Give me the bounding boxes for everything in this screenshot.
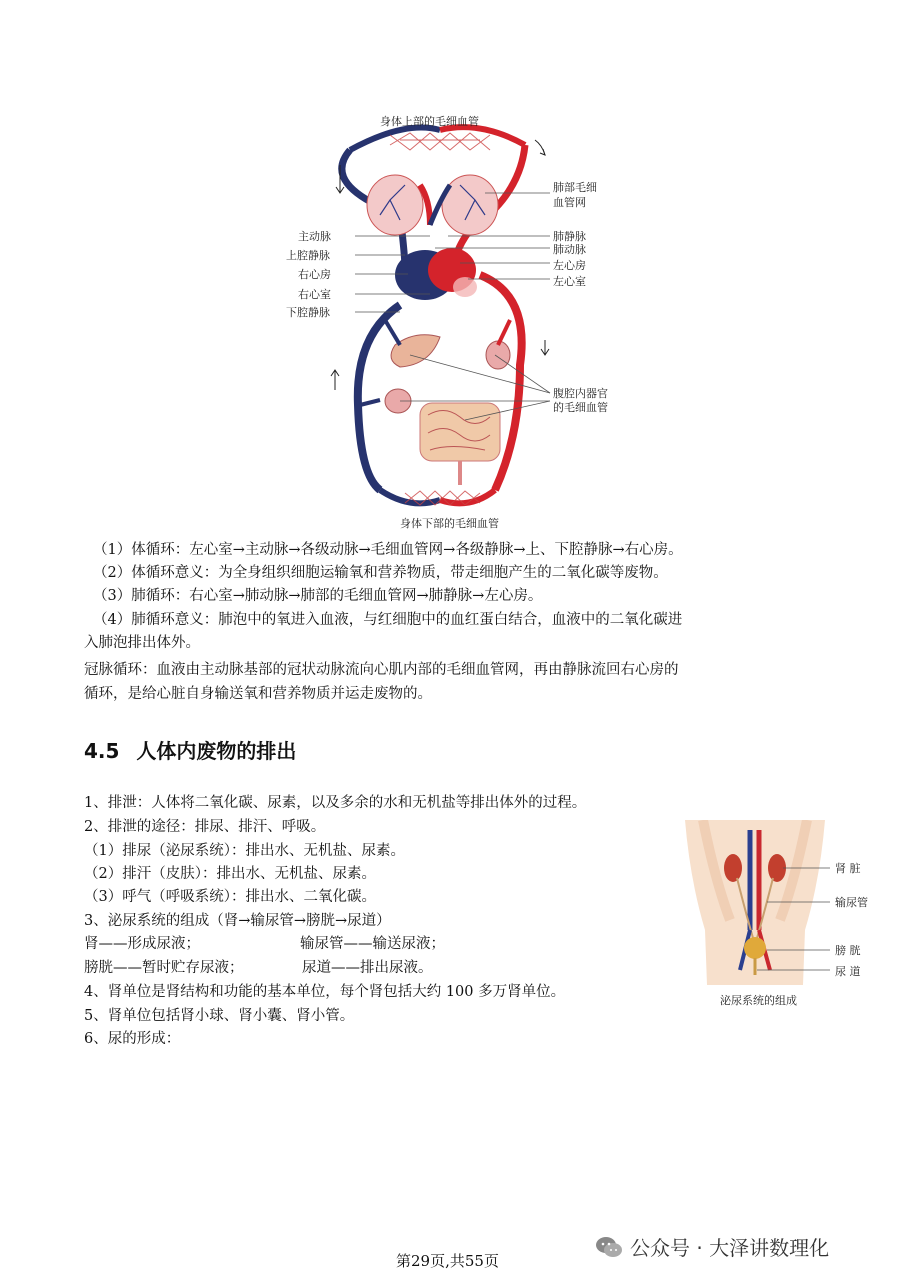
lower-capillary-label: 身体下部的毛细血管 <box>400 517 499 530</box>
coronary-circulation-line: 冠脉循环：血液由主动脉基部的冠状动脉流向心肌内部的毛细血管网，再由静脉流回右心房的 <box>84 662 679 678</box>
circulation-diagram <box>280 105 640 535</box>
left-atrium-label: 左心房 <box>553 259 586 272</box>
coronary-circulation-line-cont: 循环，是给心脏自身输送氧和营养物质并运走废物的。 <box>84 686 432 702</box>
right-ventricle-label: 右心室 <box>298 288 331 301</box>
pulmonary-significance-line: （4）肺循环意义：肺泡中的氧进入血液，与红细胞中的血红蛋白结合，血液中的二氧化碳进 <box>93 612 683 628</box>
urine-formation: 6、尿的形成： <box>84 1031 181 1047</box>
watermark <box>594 1232 829 1261</box>
bladder-function: 膀胱——暂时贮存尿液； <box>84 960 244 976</box>
urinary-system-figure <box>675 820 885 1020</box>
urination-item: （1）排尿（泌尿系统）：排出水、无机盐、尿素。 <box>84 843 405 859</box>
nephron-definition: 4、肾单位是肾结构和功能的基本单位，每个肾包括大约 100 多万肾单位。 <box>84 984 566 1000</box>
abdominal-capillary-label-line1: 腹腔内器官 <box>553 387 608 400</box>
urinary-figure-caption: 泌尿系统的组成 <box>720 994 797 1007</box>
section-number: 4.5 <box>84 739 120 763</box>
lung-capillary-label-line2: 血管网 <box>553 196 586 209</box>
watermark-text: 公众号 · 大泽讲数理化 <box>630 1236 830 1260</box>
urinary-system-composition: 3、泌尿系统的组成（肾→输尿管→膀胱→尿道） <box>84 913 391 929</box>
urinary-system-diagram <box>675 820 885 1020</box>
systemic-circulation-line: （1）体循环：左心室→主动脉→各级动脉→毛细血管网→各级静脉→上、下腔静脉→右心房。 <box>93 542 683 558</box>
section-heading <box>84 735 296 764</box>
excretion-definition: 1、排泄：人体将二氧化碳、尿素，以及多余的水和无机盐等排出体外的过程。 <box>84 795 587 811</box>
superior-vena-cava-label: 上腔静脉 <box>286 249 330 262</box>
bladder-label: 膀 胱 <box>835 944 861 957</box>
ureter-function: 输尿管——输送尿液； <box>300 936 445 952</box>
excretion-routes: 2、排泄的途径：排尿、排汗、呼吸。 <box>84 819 326 835</box>
section-title: 人体内废物的排出 <box>136 739 297 763</box>
sweating-item: （2）排汗（皮肤）：排出水、无机盐、尿素。 <box>84 866 376 882</box>
right-atrium-label: 右心房 <box>298 268 331 281</box>
lung-capillary-label-line1: 肺部毛细 <box>553 181 597 194</box>
systemic-significance-line: （2）体循环意义：为全身组织细胞运输氧和营养物质，带走细胞产生的二氧化碳等废物。 <box>93 565 668 581</box>
left-ventricle-label: 左心室 <box>553 275 586 288</box>
ureter-label: 输尿管 <box>835 896 868 909</box>
exhalation-item: （3）呼气（呼吸系统）：排出水、二氧化碳。 <box>84 889 376 905</box>
abdominal-capillary-label-line2: 的毛细血管 <box>553 401 608 414</box>
pulmonary-circulation-line: （3）肺循环：右心室→肺动脉→肺部的毛细血管网→肺静脉→左心房。 <box>93 588 543 604</box>
pulmonary-significance-line-cont: 入肺泡排出体外。 <box>84 635 200 651</box>
pulmonary-artery-label: 肺动脉 <box>553 243 586 256</box>
nephron-parts: 5、肾单位包括肾小球、肾小囊、肾小管。 <box>84 1008 355 1024</box>
kidney-label: 肾 脏 <box>835 862 861 875</box>
kidney-function: 肾——形成尿液； <box>84 936 200 952</box>
pulmonary-vein-label: 肺静脉 <box>553 230 586 243</box>
upper-capillary-label: 身体上部的毛细血管 <box>380 115 479 128</box>
page-number: 第29页,共55页 <box>396 1252 499 1270</box>
urethra-function: 尿道——排出尿液。 <box>302 960 433 976</box>
urethra-label: 尿 道 <box>835 965 861 978</box>
aorta-label: 主动脉 <box>298 230 331 243</box>
upper-capillary-net <box>350 127 525 150</box>
circulation-figure <box>280 105 640 535</box>
inferior-vena-cava-label: 下腔静脉 <box>286 306 330 319</box>
wechat-icon <box>594 1235 624 1259</box>
